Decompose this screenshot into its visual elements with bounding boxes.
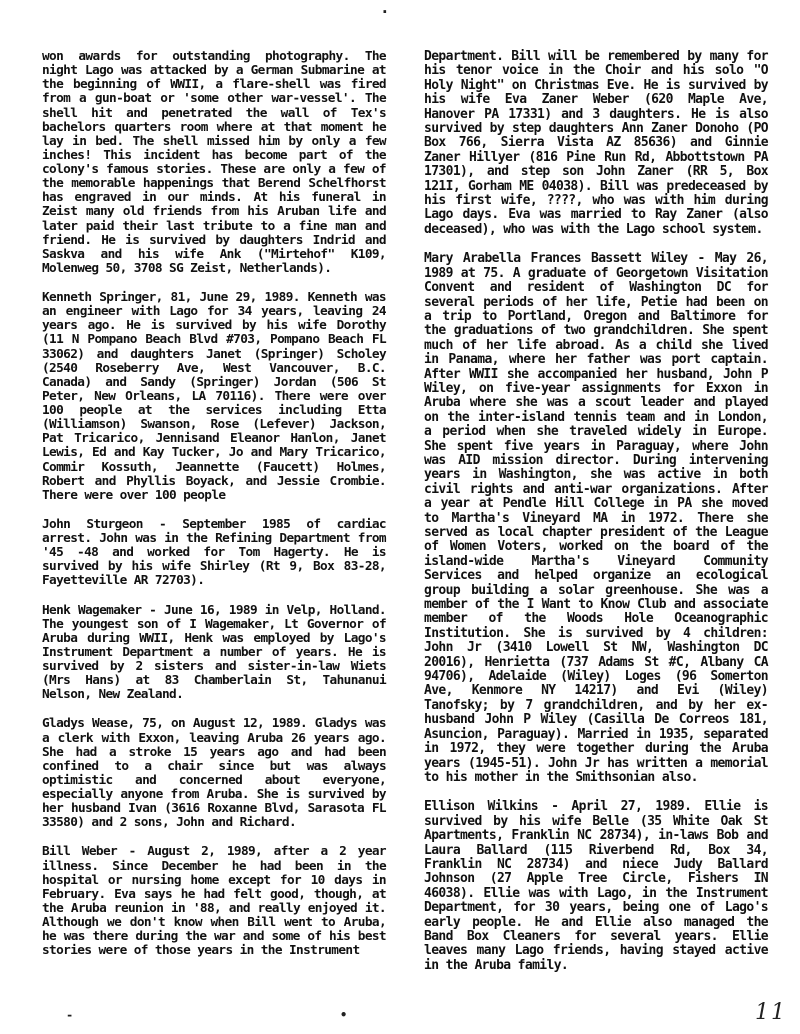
- scan-mark-dash: -: [66, 1008, 74, 1022]
- left-column: [42, 50, 386, 973]
- scan-mark-top: ·: [380, 2, 390, 21]
- obituary-entry: Department. Bill will be remembered by many for his tenor voice in the Choir and his solo "O Holy Night" on Christmas Eve. He is survived by his wife Eva Zaner Weber (620 Maple Ave, Hanover PA 17331) and 3 daughters. He is also survived by step daughters Ann Zaner Donoho (PO Box 766, Sierra Vista AZ 85636) and Ginnie Zaner Hillyer (816 Pine Run Rd, Abbottstown PA 17301), and step son John Zaner (RR 5, Box 121I, Gorham ME 04038). Bill was predeceased by his first wife, ????, who was with him during Lago days. Eva was married to Ray Zaner (also deceased), who was with the Lago school system.: [424, 49, 768, 237]
- scan-mark-dot: •: [340, 1008, 348, 1022]
- obituary-entry: Bill Weber - August 2, 1989, after a 2 year illness. Since December he had been in the hospital or nursing home except for 10 days in February. Eva says he had felt good, though, at the Aruba reunion in '88, and really enjoyed it. Although we don't know when Bill went to Aruba, he was there during the war and some of his best stories were of those years in the Instrument: [42, 844, 386, 959]
- obituary-entry: John Sturgeon - September 1985 of cardiac arrest. John was in the Refining Department from '45 -48 and worked for Tom Hagerty. He is survived by his wife Shirley (Rt 9, Box 83-28, Fayetteville AR 72703).: [42, 516, 386, 589]
- obituary-entry: Henk Wagemaker - June 16, 1989 in Velp, Holland. The youngest son of I Wagemaker, Lt Governor of Aruba during WWII, Henk was employed by Lago's Instrument Department a number of years. He is survived by 2 sisters and sister-in-law Wiets (Mrs Hans) at 83 Chamberlain St, Tahunanui Nelson, New Zealand.: [42, 602, 386, 703]
- obituary-entry: Kenneth Springer, 81, June 29, 1989. Kenneth was an engineer with Lago for 34 years, leaving 24 years ago. He is survived by his wife Dorothy (11 N Pompano Beach Blvd #703, Pompano Beach FL 33062) and daughters Janet (Springer) Scholey (2540 Roseberry Ave, West Vancouver, B.C. Canada) and Sandy (Springer) Jordan (506 St Peter, New Orleans, LA 70116). There were over 100 people at the services including Etta (Williamson) Swanson, Rose (Lefever) Jackson, Pat Tricarico, Jennisand Eleanor Hanlon, Janet Lewis, Ed and Kay Tucker, Jo and Mary Tricarico, Commir Kossuth, Jeannette (Faucett) Holmes, Robert and Phyllis Boyack, and Jessie Crombie. There were over 100 people: [42, 290, 386, 503]
- obituary-entry: Ellison Wilkins - April 27, 1989. Ellie is survived by his wife Belle (35 White Oak St Apartments, Franklin NC 28734), in-laws Bob and Laura Ballard (115 Riverbend Rd, Box 34, Franklin NC 28734) and niece Judy Ballard Johnson (27 Apple Tree Circle, Fishers IN 46038). Ellie was with Lago, in the Instrument Department, for 30 years, being one of Lago's early people. He and Ellie also managed the Band Box Cleaners for several years. Ellie leaves many Lago friends, having stayed active in the Aruba family.: [424, 799, 768, 973]
- obituary-entry: Mary Arabella Frances Bassett Wiley - May 26, 1989 at 75. A graduate of Georgetown Visitation Convent and resident of Washington DC for several periods of her life, Petie had been on a trip to Portland, Oregon and Baltimore for the graduations of two grandchildren. She spent much of her life abroad. As a child she lived in Panama, where her father was port captain. After WWII she accompanied her husband, John P Wiley, on five-year assignments for Exxon in Aruba where she was a scout leader and played on the inter-island tennis team and in London, a period when she traveled widely in Europe. She spent five years in Paraguay, where John was AID mission director. During intervening years in Washington, she was active in both civil rights and anti-war organizations. After a year at Pendle Hill College in PA she moved to Martha's Vineyard MA in 1972. There she served as local chapter president of the League of Women Voters, worked on the board of the island-wide Martha's Vineyard Community Services and helped organize an ecological group building a solar greenhouse. She was a member of the I Want to Know Club and associate member of the Woods Hole Oceanographic Institution. She is survived by 4 children: John Jr (3410 Lowell St NW, Washington DC 20016), Henrietta (737 Adams St #C, Albany CA 94706), Adelaide (Wiley) Loges (96 Somerton Ave, Kenmore NY 14217) and Evi (Wiley) Tanofsky; by 7 grandchildren, and by her ex-husband John P Wiley (Casilla De Correos 181, Asuncion, Paraguay). Married in 1935, separated in 1972, they were together during the Aruba years (1945-51). John Jr has written a memorial to his mother in the Smithsonian also.: [424, 251, 768, 785]
- page-number: 11: [755, 1000, 787, 1025]
- obituary-entry: won awards for outstanding photography. The night Lago was attacked by a German Submarine at the beginning of WWII, a flare-shell was fired from a gun-boat or 'some other war-vessel'. The shell hit and penetrated the wall of Tex's bachelors quarters room where at that moment he lay in bed. The shell missed him by only a few inches! This incident has become part of the colony's famous stories. These are only a few of the memorable happenings that Berend Schelfhorst has engraved in our minds. At his funeral in Zeist many old friends from his Aruban life and later paid their last tribute to a fine man and friend. He is survived by daughters Indrid and Saskva and his wife Ank ("Mirtehof" K109, Molenweg 50, 3708 SG Zeist, Netherlands).: [42, 49, 386, 276]
- right-column: [424, 50, 768, 988]
- obituary-entry: Gladys Wease, 75, on August 12, 1989. Gladys was a clerk with Exxon, leaving Aruba 26 years ago. She had a stroke 15 years ago and had been confined to a chair since but was always optimistic and concerned about everyone, especially anyone from Aruba. She is survived by her husband Ivan (3616 Roxanne Blvd, Sarasota FL 33580) and 2 sons, John and Richard.: [42, 716, 386, 831]
